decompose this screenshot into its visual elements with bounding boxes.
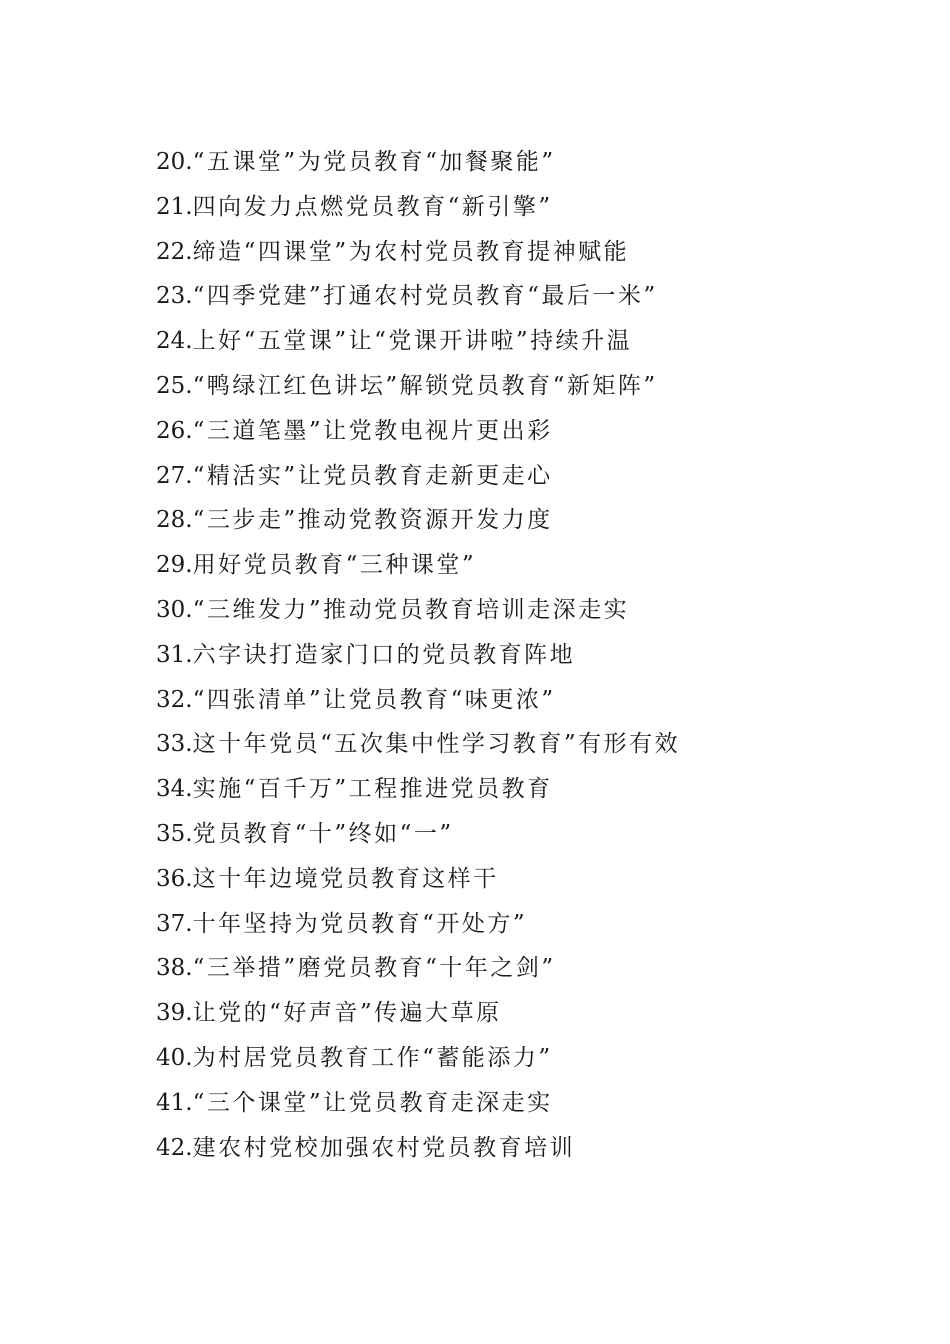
item-text: “三举措”磨党员教育“十年之剑” [192, 955, 556, 982]
item-number: 23. [156, 283, 193, 310]
item-text: 这十年党员“五次集中性学习教育”有形有效 [192, 731, 681, 758]
list-item [156, 588, 856, 633]
item-number: 41. [156, 1089, 193, 1116]
item-text: “三个课堂”让党员教育走深走实 [192, 1089, 553, 1116]
list-item [156, 678, 856, 723]
item-number: 30. [156, 596, 193, 623]
item-text: 为村居党员教育工作“蓄能添力” [192, 1044, 553, 1071]
item-text: “三步走”推动党教资源开发力度 [192, 507, 553, 534]
item-number: 21. [156, 193, 193, 220]
item-number: 33. [156, 731, 193, 758]
item-number: 34. [156, 776, 193, 803]
title-list [156, 140, 856, 1170]
item-number: 31. [156, 641, 193, 668]
list-item [156, 409, 856, 454]
list-item [156, 498, 856, 543]
item-number: 28. [156, 507, 193, 534]
item-text: “三道笔墨”让党教电视片更出彩 [192, 417, 553, 444]
item-number: 35. [156, 820, 193, 847]
item-number: 42. [156, 1134, 193, 1161]
list-item [156, 230, 856, 275]
item-text: “四季党建”打通农村党员教育“最后一米” [192, 283, 658, 310]
item-number: 37. [156, 910, 193, 937]
list-item [156, 1081, 856, 1126]
list-item [156, 902, 856, 947]
list-item [156, 543, 856, 588]
item-text: “三维发力”推动党员教育培训走深走实 [192, 596, 630, 623]
list-item [156, 1126, 856, 1171]
item-text: 党员教育“十”终如“一” [192, 820, 454, 847]
item-number: 39. [156, 1000, 193, 1027]
item-number: 26. [156, 417, 193, 444]
list-item [156, 454, 856, 499]
list-item [156, 946, 856, 991]
item-text: 六字诀打造家门口的党员教育阵地 [192, 641, 576, 668]
item-number: 32. [156, 686, 193, 713]
item-number: 24. [156, 328, 193, 355]
item-text: 建农村党校加强农村党员教育培训 [192, 1134, 576, 1161]
item-number: 20. [156, 149, 193, 175]
item-text: “精活实”让党员教育走新更走心 [192, 462, 553, 489]
item-text: 实施“百千万”工程推进党员教育 [192, 776, 553, 803]
item-number: 25. [156, 372, 193, 399]
item-text: “五课堂”为党员教育“加餐聚能” [192, 149, 556, 175]
list-item [156, 1036, 856, 1081]
item-number: 40. [156, 1044, 193, 1071]
item-text: “鸭绿江红色讲坛”解锁党员教育“新矩阵” [192, 372, 658, 399]
item-text: 四向发力点燃党员教育“新引擎” [192, 193, 553, 220]
item-number: 22. [156, 238, 193, 265]
item-text: 缔造“四课堂”为农村党员教育提神赋能 [192, 238, 630, 265]
list-item [156, 722, 856, 767]
list-item [156, 991, 856, 1036]
item-text: 上好“五堂课”让“党课开讲啦”持续升温 [192, 328, 633, 355]
item-number: 27. [156, 462, 193, 489]
item-number: 29. [156, 552, 193, 579]
list-item [156, 812, 856, 857]
item-text: 十年坚持为党员教育“开处方” [192, 910, 528, 937]
item-number: 36. [156, 865, 193, 892]
item-text: 让党的“好声音”传遍大草原 [192, 1000, 502, 1027]
list-item [156, 140, 856, 185]
item-text: 这十年边境党员教育这样干 [192, 865, 499, 892]
list-item [156, 274, 856, 319]
item-text: 用好党员教育“三种课堂” [192, 552, 477, 579]
list-item [156, 633, 856, 678]
item-number: 38. [156, 955, 193, 982]
list-item [156, 857, 856, 902]
list-item [156, 767, 856, 812]
list-item [156, 319, 856, 364]
list-item [156, 185, 856, 230]
item-text: “四张清单”让党员教育“味更浓” [192, 686, 556, 713]
list-item [156, 364, 856, 409]
